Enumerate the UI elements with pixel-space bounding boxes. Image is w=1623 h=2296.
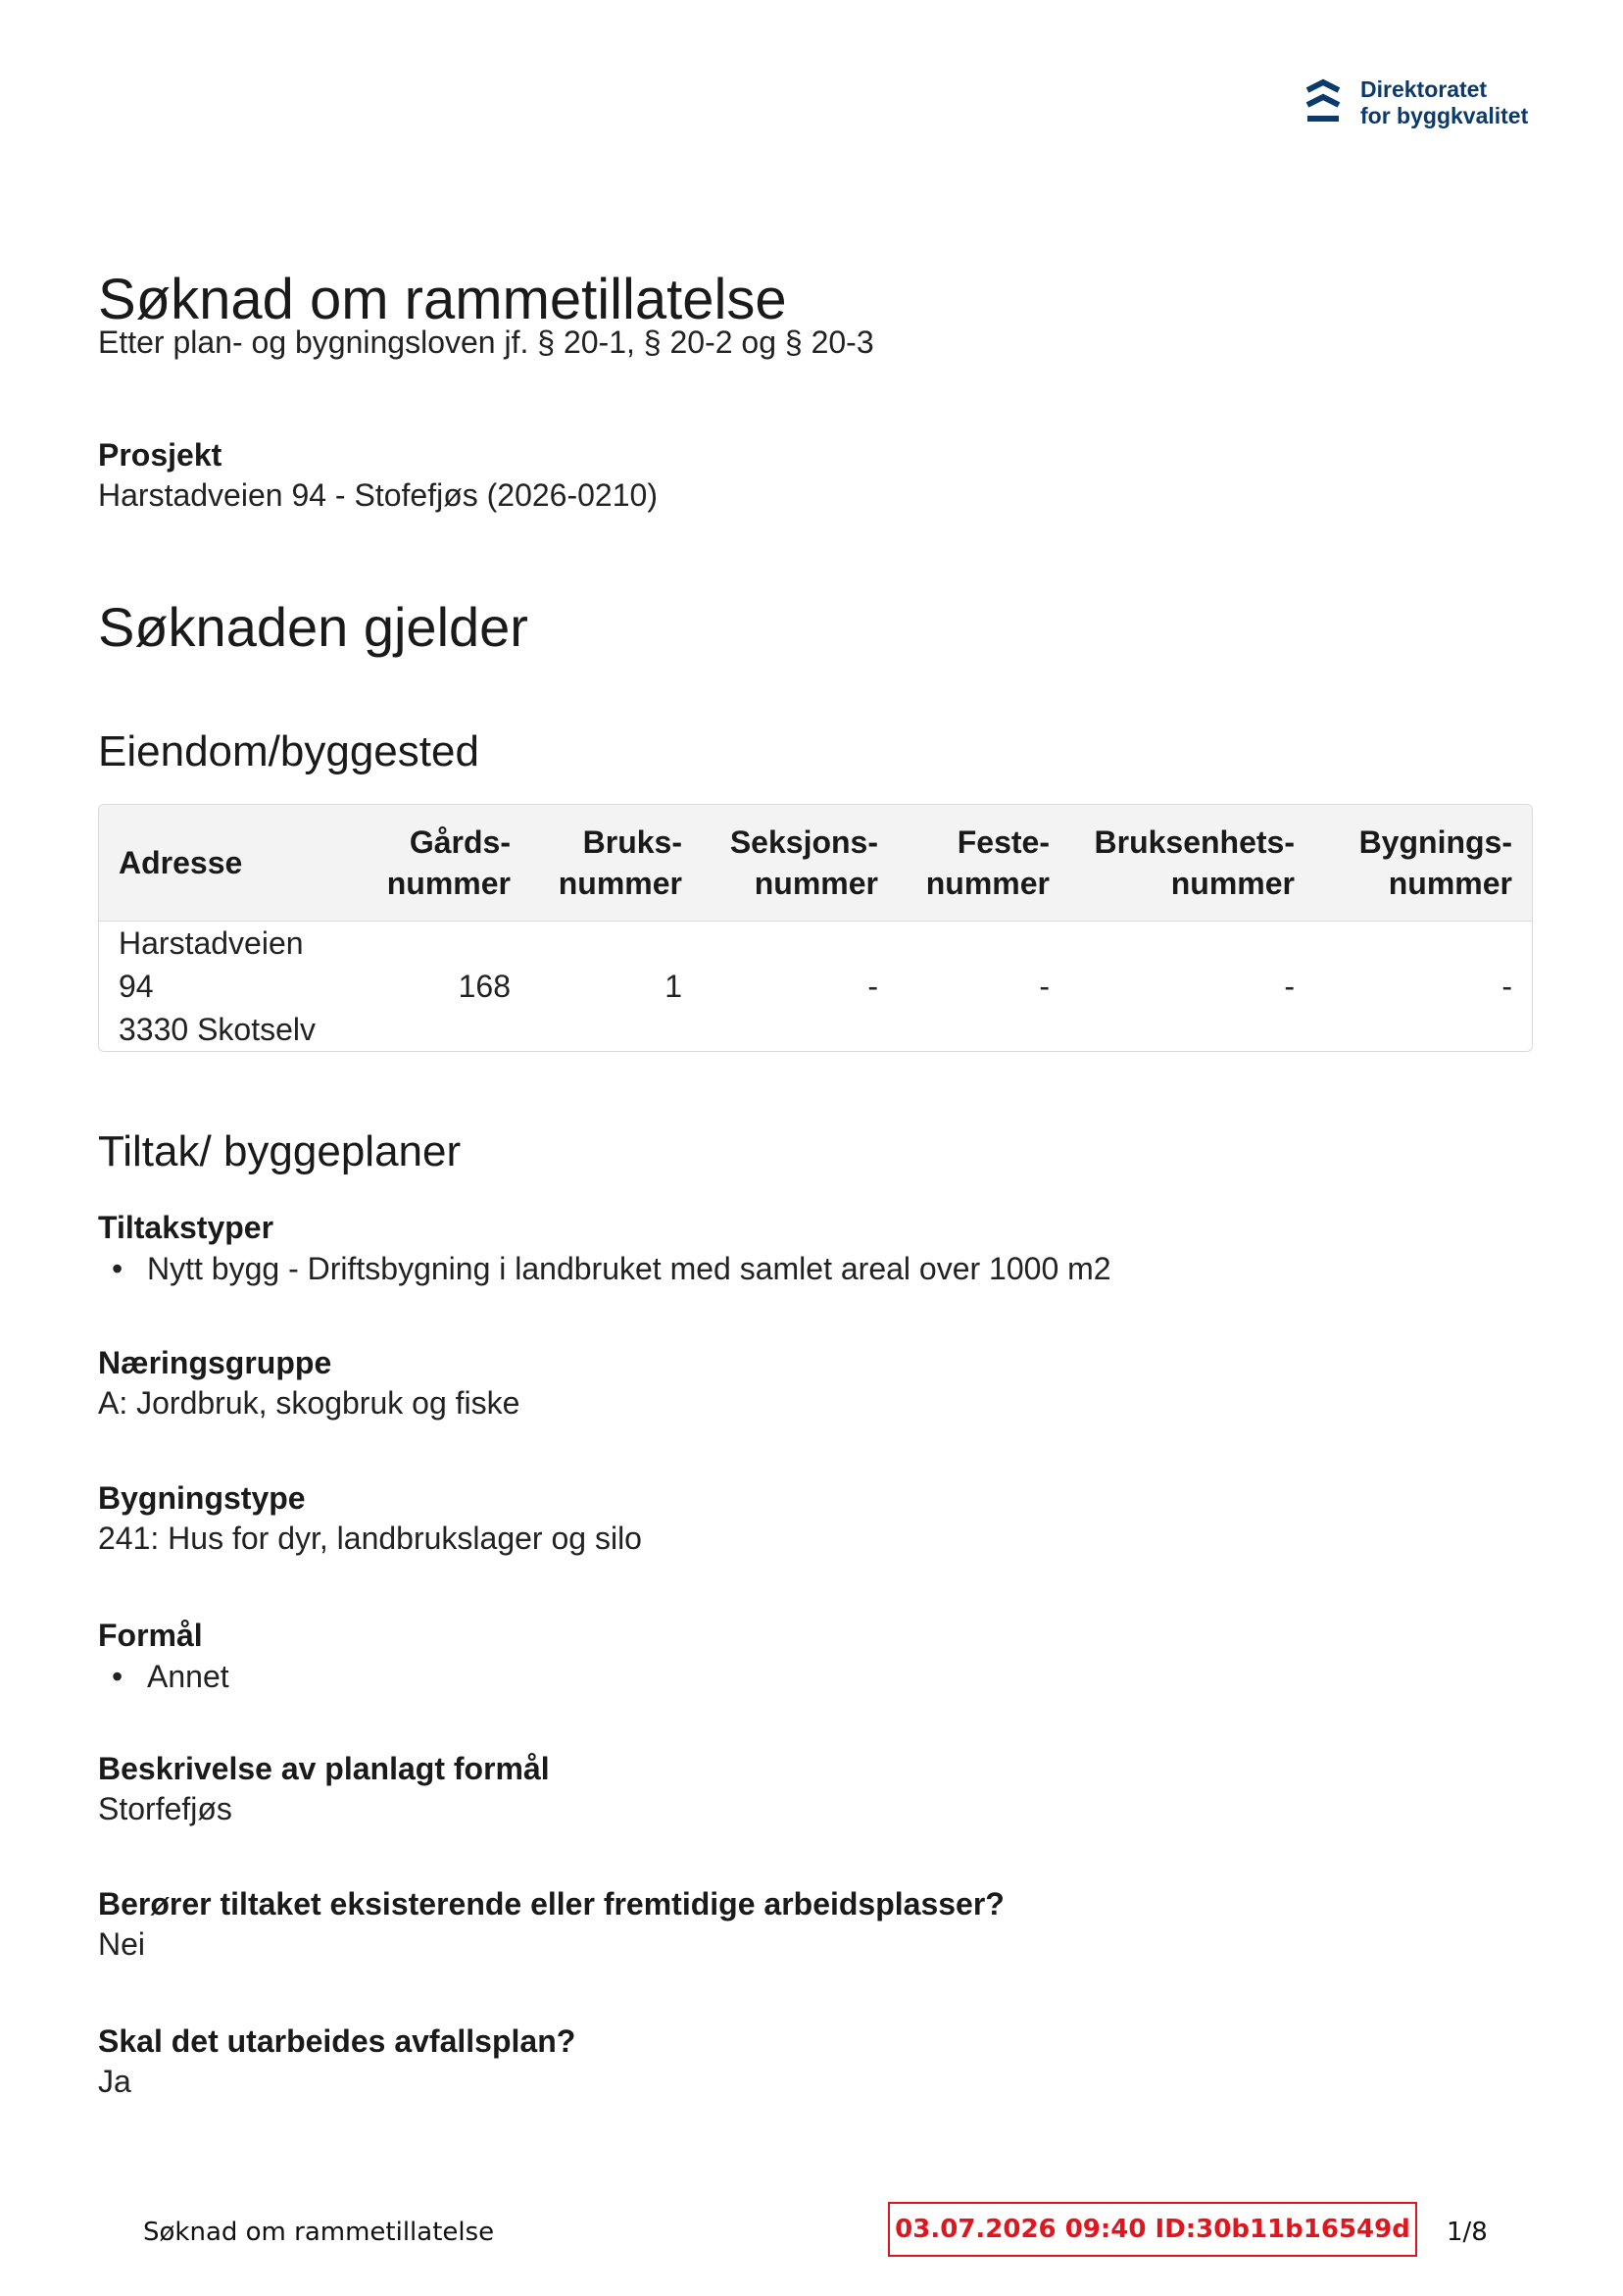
- col-seksjonsnummer-l1: Seksjons-: [729, 824, 878, 860]
- cell-adresse-line2: 3330 Skotselv: [119, 1011, 317, 1047]
- col-bruksenhetsnummer-l2: nummer: [1170, 865, 1295, 901]
- dibk-chevron-logo-icon: [1303, 78, 1343, 127]
- naeringsgruppe-field: [98, 1343, 519, 1423]
- beskrivelse-value: Storfefjøs: [98, 1791, 232, 1826]
- arbeidsplasser-field: [98, 1884, 1005, 1965]
- tiltakstyper-list: [98, 1247, 1111, 1290]
- section-title: Søknaden gjelder: [98, 596, 528, 658]
- col-bruksnummer: [530, 805, 702, 921]
- avfallsplan-field: [98, 2021, 575, 2102]
- cell-seksjonsnummer: -: [867, 968, 878, 1004]
- beskrivelse-field: [98, 1749, 550, 1829]
- arbeidsplasser-label: Berører tiltaket eksisterende eller fremtidige arbeidsplasser?: [98, 1886, 1005, 1922]
- col-bygningsnummer-l2: nummer: [1388, 865, 1512, 901]
- logo-text: [1360, 76, 1528, 129]
- footer-title: Søknad om rammetillatelse: [143, 2218, 495, 2247]
- col-festenummer: [898, 805, 1069, 921]
- formal-field: [98, 1616, 229, 1698]
- cell-bruksnummer: 1: [664, 968, 682, 1004]
- arbeidsplasser-value: Nei: [98, 1926, 146, 1962]
- cell-festenummer: -: [1039, 968, 1050, 1004]
- formal-label: Formål: [98, 1618, 203, 1653]
- prosjekt-label: Prosjekt: [98, 437, 222, 473]
- tiltakstyper-field: [98, 1208, 1111, 1290]
- prosjekt-field: [98, 435, 658, 516]
- footer-page-number: 1/8: [1447, 2218, 1488, 2247]
- table-header-row: [99, 805, 1532, 921]
- list-item: • Annet: [98, 1655, 229, 1698]
- document-subtitle: Etter plan- og bygningsloven jf. § 20-1, § 20-2 og § 20-3: [98, 324, 874, 360]
- col-gardsnummer: [364, 805, 530, 921]
- col-gardsnummer-l2: nummer: [386, 865, 511, 901]
- bygningstype-field: [98, 1478, 642, 1559]
- avfallsplan-value: Ja: [98, 2064, 131, 2099]
- avfallsplan-label: Skal det utarbeides avfallsplan?: [98, 2023, 576, 2059]
- cell-bruksenhetsnummer: -: [1284, 968, 1295, 1004]
- col-bygningsnummer-l1: Bygnings-: [1358, 824, 1512, 860]
- list-item: • Nytt bygg - Driftsbygning i landbruket med samlet areal over 1000 m2: [98, 1247, 1111, 1290]
- col-bruksnummer-l2: nummer: [558, 865, 682, 901]
- col-gardsnummer-l1: Gårds-: [409, 824, 511, 860]
- document-title: Søknad om rammetillatelse: [98, 268, 787, 331]
- logo-line-2: for byggkvalitet: [1360, 103, 1529, 128]
- footer-stamp: 03.07.2026 09:40 ID:30b11b16549d: [888, 2202, 1417, 2257]
- naeringsgruppe-label: Næringsgruppe: [98, 1345, 332, 1380]
- tiltakstyper-label: Tiltakstyper: [98, 1210, 274, 1245]
- prosjekt-value: Harstadveien 94 - Stofefjøs (2026-0210): [98, 477, 658, 513]
- col-seksjonsnummer: [702, 805, 898, 921]
- col-festenummer-l2: nummer: [925, 865, 1050, 901]
- cell-bygningsnummer: -: [1501, 968, 1512, 1004]
- col-bygningsnummer: [1314, 805, 1532, 921]
- bygningstype-label: Bygningstype: [98, 1480, 306, 1516]
- formal-list: [98, 1655, 229, 1698]
- beskrivelse-label: Beskrivelse av planlagt formål: [98, 1751, 550, 1786]
- col-festenummer-l1: Feste-: [957, 824, 1050, 860]
- table-row: [99, 921, 1532, 1051]
- cell-gardsnummer: 168: [458, 968, 511, 1004]
- cell-adresse-line1: Harstadveien 94: [119, 924, 304, 1004]
- dibk-logo: [1303, 76, 1528, 129]
- col-bruksenhetsnummer: [1069, 805, 1314, 921]
- bygningstype-value: 241: Hus for dyr, landbrukslager og silo: [98, 1521, 642, 1556]
- eiendom-table: [98, 804, 1533, 1052]
- col-adresse: Adresse: [99, 805, 364, 921]
- col-bruksnummer-l1: Bruks-: [582, 824, 682, 860]
- col-seksjonsnummer-l2: nummer: [754, 865, 878, 901]
- eiendom-heading: Eiendom/byggested: [98, 727, 479, 775]
- naeringsgruppe-value: A: Jordbruk, skogbruk og fiske: [98, 1385, 520, 1421]
- logo-line-1: Direktoratet: [1360, 76, 1488, 102]
- tiltak-heading: Tiltak/ byggeplaner: [98, 1127, 462, 1175]
- cell-adresse: [99, 921, 364, 1051]
- col-bruksenhetsnummer-l1: Bruksenhets-: [1094, 824, 1295, 860]
